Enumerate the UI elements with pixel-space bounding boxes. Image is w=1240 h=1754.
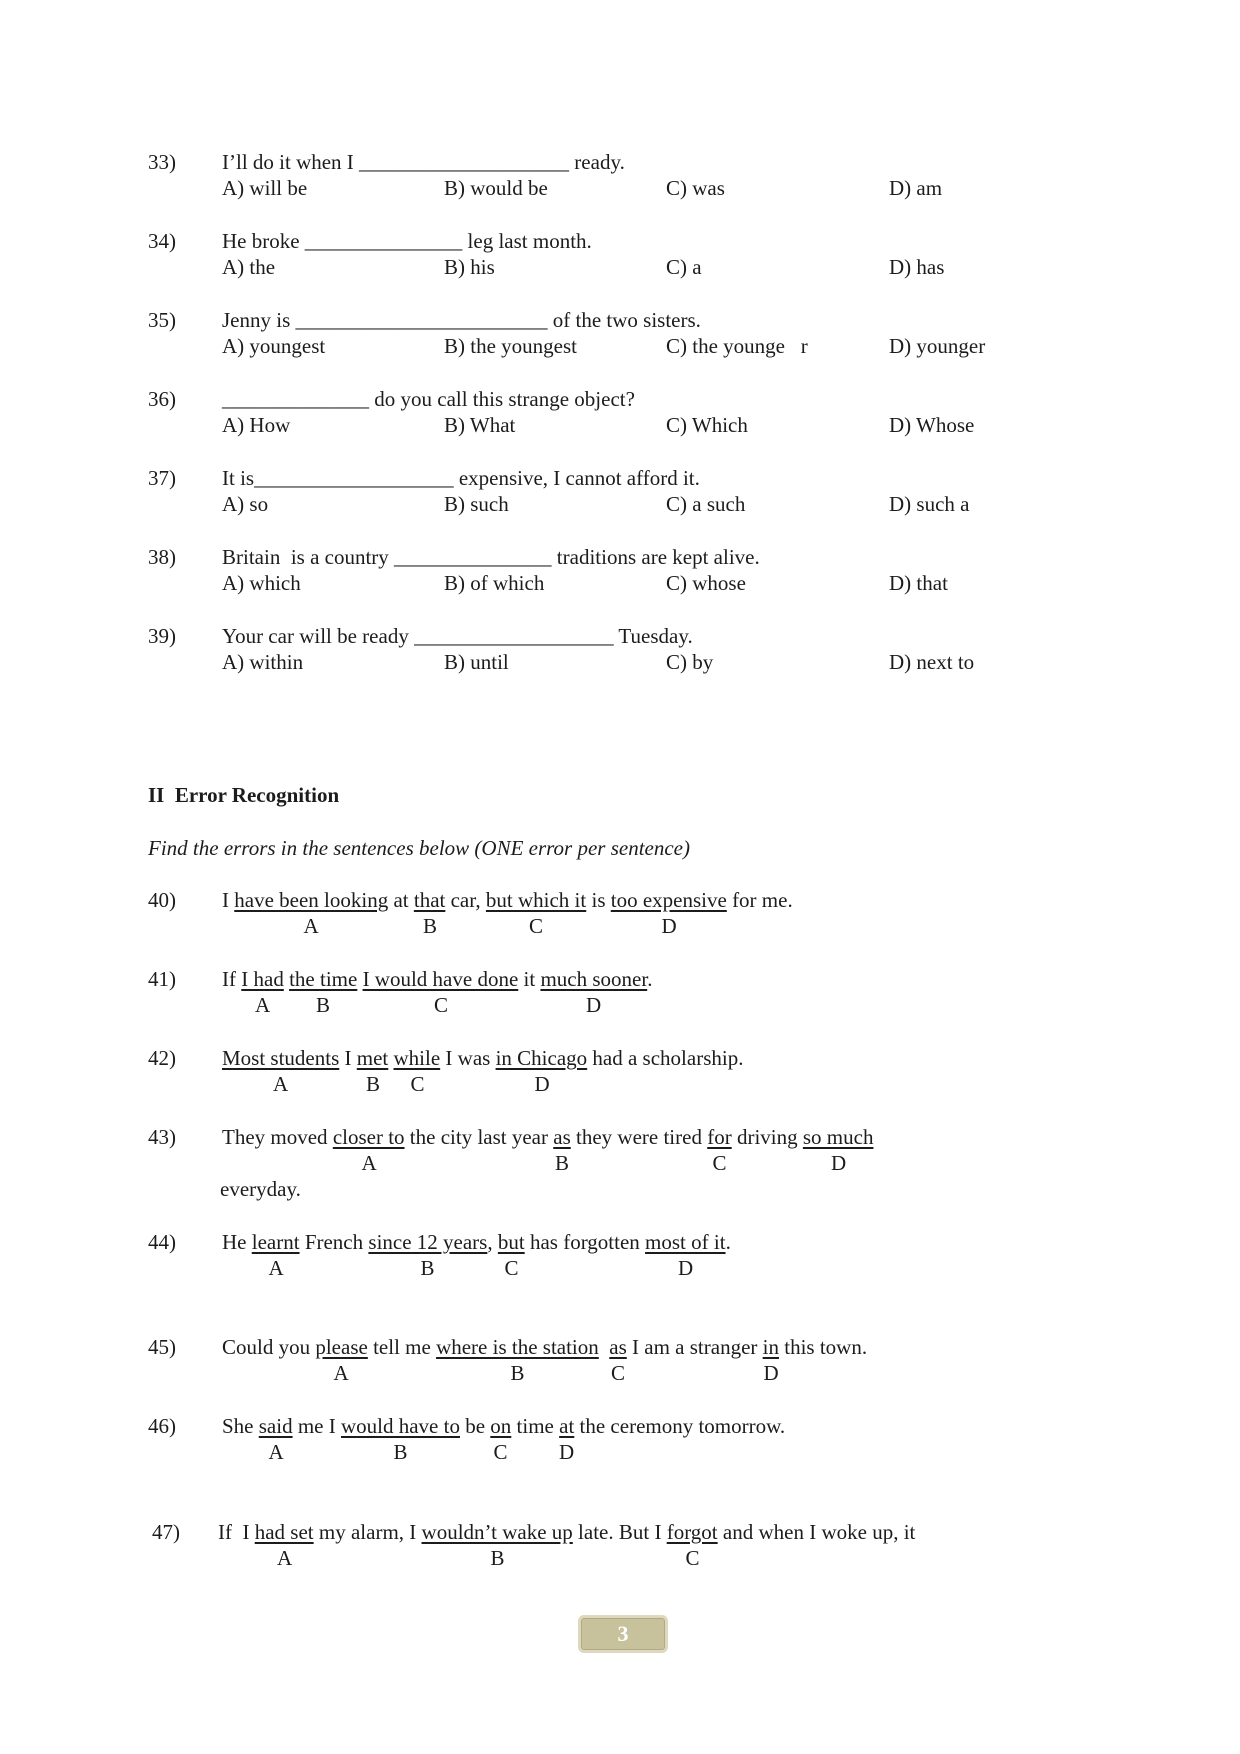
sentence-text: at xyxy=(388,888,414,912)
option-d: D) next to xyxy=(889,650,975,674)
sentence-text: and when I woke up, it xyxy=(717,1520,916,1544)
answer-letter: C xyxy=(434,993,449,1017)
underlined-segment: that xyxy=(413,888,446,912)
underlined-segment: so much xyxy=(802,1125,874,1149)
sentence-text: . xyxy=(725,1230,731,1254)
question-number: 37) xyxy=(148,466,176,490)
sentence-text: had a scholarship. xyxy=(587,1046,744,1070)
answer-letter: D xyxy=(586,993,602,1017)
underlined-segment: as xyxy=(553,1125,571,1149)
sentence-text: it xyxy=(518,967,541,991)
option-b: B) his xyxy=(444,255,495,279)
option-c: C) a xyxy=(666,255,702,279)
question-number: 36) xyxy=(148,387,176,411)
answer-letter: A xyxy=(255,993,271,1017)
section-heading: II Error Recognition xyxy=(148,783,340,807)
underlined-segment: too expensive xyxy=(610,888,727,912)
sentence-text: , xyxy=(487,1230,498,1254)
answer-letter: B xyxy=(510,1361,525,1385)
answer-letter: D xyxy=(534,1072,550,1096)
underlined-segment: have been looking xyxy=(234,888,389,912)
answer-letter: D xyxy=(763,1361,779,1385)
underlined-segment: while xyxy=(393,1046,441,1070)
sentence-text: I was xyxy=(440,1046,496,1070)
question-number: 42) xyxy=(148,1046,176,1070)
section-instruction: Find the errors in the sentences below (ONE error per sentence) xyxy=(148,836,690,860)
sentence-text xyxy=(599,1335,610,1359)
underlined-segment: Most students xyxy=(222,1046,340,1070)
underlined-segment: on xyxy=(490,1414,512,1438)
question-number: 41) xyxy=(148,967,176,991)
sentence-text: this town. xyxy=(778,1335,868,1359)
page-number: 3 xyxy=(617,1621,629,1646)
underlined-segment: wouldn’t wake up xyxy=(421,1520,573,1544)
option-b: B) What xyxy=(444,413,516,437)
underlined-segment: I would have done xyxy=(362,967,519,991)
answer-letter: D xyxy=(559,1440,575,1464)
option-d: D) Whose xyxy=(889,413,975,437)
underlined-segment: said xyxy=(258,1414,293,1438)
question-stem: He broke _______________ leg last month. xyxy=(222,229,592,253)
answer-letter: A xyxy=(268,1256,284,1280)
sentence-text: my alarm, I xyxy=(313,1520,422,1544)
sentence-text: French xyxy=(299,1230,369,1254)
question-stem: Your car will be ready ___________________ Tuesday. xyxy=(222,624,693,648)
answer-letter: B xyxy=(420,1256,435,1280)
sentence-text: time xyxy=(511,1414,560,1438)
sentence-text: they were tired xyxy=(570,1125,708,1149)
page-number-badge xyxy=(578,1615,668,1653)
answer-letter: C xyxy=(611,1361,626,1385)
option-c: C) Which xyxy=(666,413,748,437)
underlined-segment: for xyxy=(707,1125,732,1149)
question-number: 45) xyxy=(148,1335,176,1359)
answer-letter: C xyxy=(493,1440,508,1464)
underlined-segment: had set xyxy=(254,1520,314,1544)
sentence-text: Could you xyxy=(222,1335,316,1359)
option-a: A) which xyxy=(222,571,301,595)
error-sentence xyxy=(222,1048,743,1069)
underlined-segment: in xyxy=(762,1335,779,1359)
underlined-segment: much sooner xyxy=(540,967,648,991)
underlined-segment: as xyxy=(609,1335,627,1359)
underlined-segment: I had xyxy=(241,967,284,991)
error-sentence xyxy=(222,1337,867,1358)
answer-letter: C xyxy=(685,1546,700,1570)
answer-letter: D xyxy=(678,1256,694,1280)
option-d: D) younger xyxy=(889,334,986,358)
underlined-segment: most of it xyxy=(645,1230,726,1254)
option-b: B) would be xyxy=(444,176,548,200)
option-b: B) of which xyxy=(444,571,545,595)
option-d: D) that xyxy=(889,571,948,595)
option-a: A) will be xyxy=(222,176,308,200)
error-sentence xyxy=(222,969,652,990)
option-c: C) by xyxy=(666,650,714,674)
underlined-segment: at xyxy=(559,1414,575,1438)
answer-letter: A xyxy=(333,1361,349,1385)
underlined-segment: where is the station xyxy=(436,1335,599,1359)
question-number: 43) xyxy=(148,1125,176,1149)
answer-letter: B xyxy=(393,1440,408,1464)
answer-letter: A xyxy=(268,1440,284,1464)
answer-letter: A xyxy=(277,1546,293,1570)
answer-letter: B xyxy=(490,1546,505,1570)
sentence-text: He xyxy=(222,1230,252,1254)
option-a: A) How xyxy=(222,413,291,437)
sentence-text: I xyxy=(339,1046,357,1070)
sentence-text: has forgotten xyxy=(524,1230,646,1254)
option-a: A) youngest xyxy=(222,334,326,358)
sentence-text: the ceremony tomorrow. xyxy=(574,1414,786,1438)
sentence-text: car, xyxy=(445,888,486,912)
sentence-text: If I xyxy=(218,1520,255,1544)
answer-letter: C xyxy=(504,1256,519,1280)
sentence-text: If xyxy=(222,967,242,991)
underlined-segment: met xyxy=(356,1046,389,1070)
underlined-segment: since 12 years xyxy=(368,1230,488,1254)
option-a: A) so xyxy=(222,492,269,516)
underlined-segment: would have to xyxy=(340,1414,460,1438)
question-number: 33) xyxy=(148,150,176,174)
answer-letter: B xyxy=(423,914,438,938)
question-stem: Britain is a country _______________ traditions are kept alive. xyxy=(222,545,760,569)
underlined-segment: the time xyxy=(289,967,358,991)
option-c: C) a such xyxy=(666,492,746,516)
sentence-text: the city last year xyxy=(404,1125,554,1149)
question-stem: I’ll do it when I ____________________ ready. xyxy=(222,150,625,174)
option-c: C) whose xyxy=(666,571,746,595)
question-number: 47) xyxy=(152,1520,180,1544)
underlined-segment: forgot xyxy=(666,1520,718,1544)
answer-letter: B xyxy=(366,1072,381,1096)
sentence-text: late. But I xyxy=(572,1520,667,1544)
answer-letter: A xyxy=(303,914,319,938)
answer-letter: C xyxy=(712,1151,727,1175)
underlined-segment: please xyxy=(315,1335,368,1359)
option-b: B) until xyxy=(444,650,509,674)
sentence-text: I am a stranger xyxy=(626,1335,763,1359)
sentence-text: I xyxy=(222,888,235,912)
option-a: A) within xyxy=(222,650,304,674)
error-sentence xyxy=(218,1522,915,1543)
option-b: B) the youngest xyxy=(444,334,577,358)
sentence-text: driving xyxy=(731,1125,803,1149)
error-sentence xyxy=(222,1127,873,1148)
answer-letter: B xyxy=(316,993,331,1017)
option-d: D) has xyxy=(889,255,945,279)
option-d: D) such a xyxy=(889,492,970,516)
error-sentence xyxy=(222,1232,731,1253)
question-number: 39) xyxy=(148,624,176,648)
option-c: C) was xyxy=(666,176,725,200)
underlined-segment: but xyxy=(497,1230,525,1254)
question-number: 34) xyxy=(148,229,176,253)
sentence-text: . xyxy=(647,967,653,991)
answer-letter: D xyxy=(831,1151,847,1175)
question-number: 44) xyxy=(148,1230,176,1254)
answer-letter: C xyxy=(410,1072,425,1096)
question-number: 40) xyxy=(148,888,176,912)
answer-letter: C xyxy=(529,914,544,938)
error-sentence xyxy=(222,890,793,911)
option-d: D) am xyxy=(889,176,943,200)
sentence-continuation: everyday. xyxy=(220,1177,301,1201)
error-sentence xyxy=(222,1416,785,1437)
answer-letter: A xyxy=(273,1072,289,1096)
answer-letter: D xyxy=(661,914,677,938)
underlined-segment: in Chicago xyxy=(495,1046,588,1070)
sentence-text: be xyxy=(459,1414,491,1438)
option-a: A) the xyxy=(222,255,276,279)
question-stem: ______________ do you call this strange object? xyxy=(222,387,635,411)
option-c: C) the younge r xyxy=(666,334,808,358)
underlined-segment: learnt xyxy=(251,1230,300,1254)
question-number: 38) xyxy=(148,545,176,569)
question-number: 35) xyxy=(148,308,176,332)
answer-letter: A xyxy=(361,1151,377,1175)
sentence-text: tell me xyxy=(367,1335,437,1359)
sentence-text: They moved xyxy=(222,1125,333,1149)
sentence-text: for me. xyxy=(726,888,793,912)
answer-letter: B xyxy=(555,1151,570,1175)
question-stem: It is___________________ expensive, I cannot afford it. xyxy=(222,466,700,490)
question-number: 46) xyxy=(148,1414,176,1438)
underlined-segment: but which it xyxy=(485,888,587,912)
sentence-text: She xyxy=(222,1414,259,1438)
option-b: B) such xyxy=(444,492,509,516)
question-stem: Jenny is ________________________ of the two sisters. xyxy=(222,308,701,332)
sentence-text: is xyxy=(586,888,611,912)
underlined-segment: closer to xyxy=(332,1125,405,1149)
sentence-text: me I xyxy=(292,1414,341,1438)
